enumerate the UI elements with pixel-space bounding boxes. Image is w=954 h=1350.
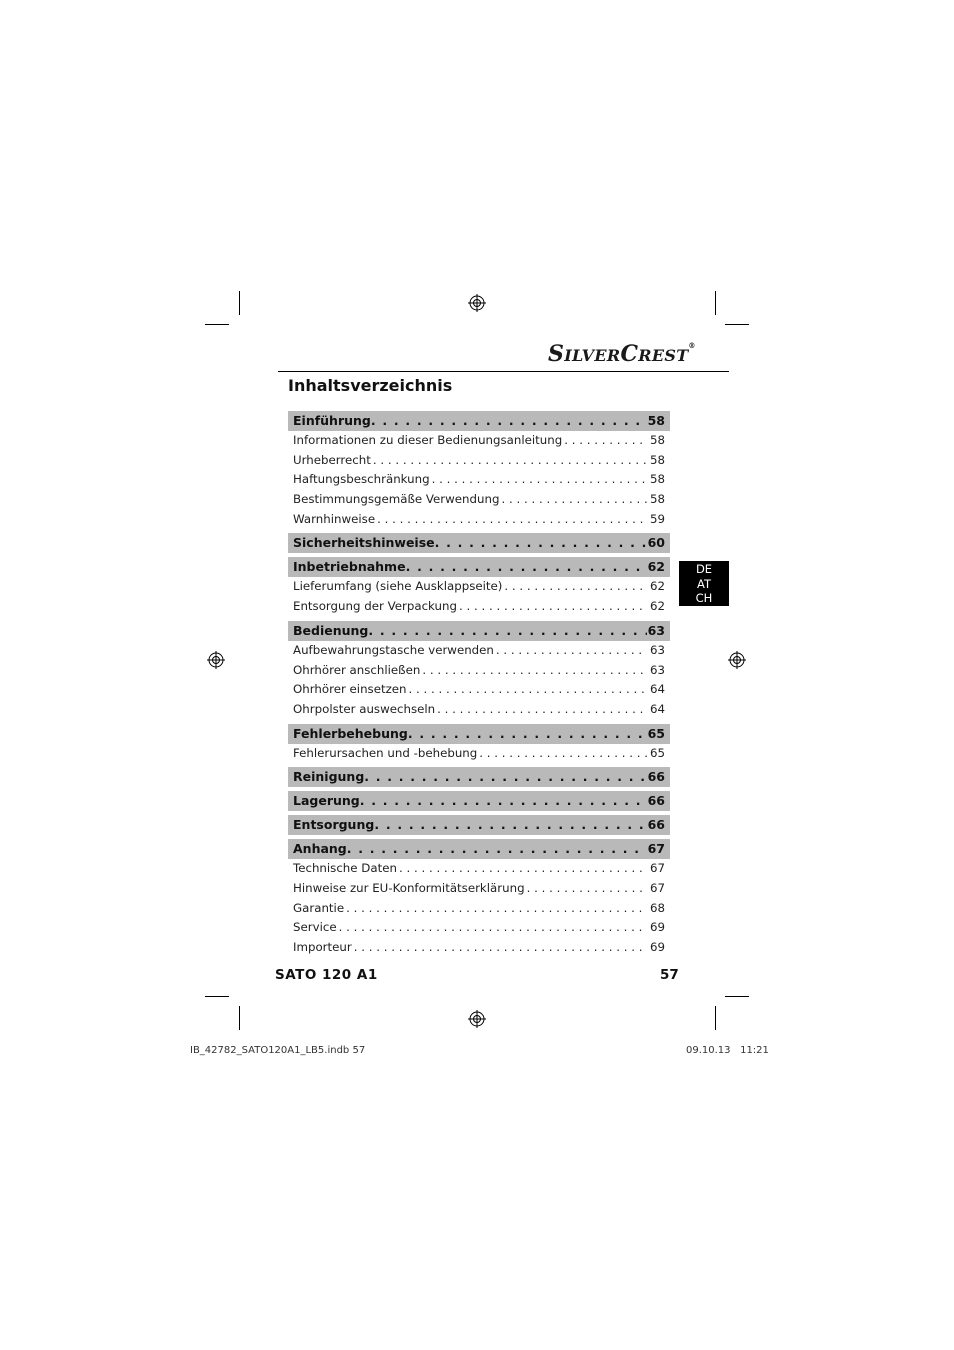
toc-entry-label: Aufbewahrungstasche verwenden: [293, 642, 494, 657]
toc-entry-label: Bedienung: [293, 622, 369, 638]
toc-entry-row: [288, 470, 670, 490]
dot-leader: [406, 557, 647, 577]
toc-entry-label: Anhang: [293, 841, 347, 857]
toc-entry-row: [288, 918, 670, 938]
toc-page-number: 62: [649, 579, 665, 594]
toc-page-number: 63: [647, 622, 665, 638]
dot-leader: [504, 577, 647, 597]
toc-entry-row: [288, 744, 670, 764]
registration-mark-icon: [468, 294, 486, 312]
toc-page-number: 64: [649, 682, 665, 697]
toc-page-number: 58: [649, 452, 665, 467]
dot-leader: [459, 597, 647, 617]
crop-mark: [715, 291, 716, 315]
crop-mark: [239, 1006, 240, 1030]
dot-leader: [371, 411, 647, 431]
toc-page-number: 69: [649, 940, 665, 954]
toc-entry-label: Ohrhörer anschließen: [293, 662, 421, 677]
toc-page-number: 64: [649, 701, 665, 716]
toc-entry-label: Lagerung: [293, 793, 360, 809]
toc-entry-label: Urheberrecht: [293, 452, 371, 467]
toc-page-number: 67: [649, 861, 665, 876]
toc-page-number: 67: [647, 841, 665, 857]
toc-section-row: [288, 411, 670, 431]
toc-page-number: 58: [649, 433, 665, 447]
toc-section-row: [288, 791, 670, 811]
toc-entry-row: [288, 938, 670, 958]
toc-entry-row: [288, 680, 670, 700]
dot-leader: [399, 859, 647, 879]
toc-page-number: 68: [649, 900, 665, 915]
toc-entry-label: Informationen zu dieser Bedienungsanleitung: [293, 433, 563, 447]
toc-entry-row: [288, 661, 670, 681]
header-rule: [278, 371, 729, 372]
dot-leader: [364, 767, 646, 787]
toc-entry-row: [288, 577, 670, 597]
toc-entry-label: Service: [293, 920, 337, 935]
toc-entry-label: Importeur: [293, 940, 352, 954]
dot-leader: [368, 621, 646, 641]
dot-leader: [360, 791, 647, 811]
toc-section-row: [288, 724, 670, 744]
toc-page-number: 60: [647, 535, 665, 551]
print-slug-file: IB_42782_SATO120A1_LB5.indb 57: [190, 1045, 366, 1056]
toc-entry-row: [288, 451, 670, 471]
dot-leader: [432, 470, 647, 490]
table-of-contents: [288, 407, 670, 958]
toc-entry-label: Lieferumfang (siehe Ausklappseite): [293, 579, 503, 594]
toc-page-number: 66: [647, 793, 665, 809]
toc-entry-row: [288, 510, 670, 530]
dot-leader: [339, 918, 647, 938]
footer-model: SATO 120 A1: [275, 967, 378, 983]
toc-page-number: 67: [649, 880, 665, 895]
crop-mark: [715, 1006, 716, 1030]
toc-page-number: 59: [649, 511, 665, 526]
toc-entry-label: Inbetriebnahme: [293, 559, 406, 575]
registration-mark-icon: [207, 651, 225, 669]
dot-leader: [377, 510, 647, 530]
dot-leader: [479, 744, 647, 764]
toc-entry-label: Technische Daten: [293, 861, 397, 876]
dot-leader: [409, 680, 647, 700]
dot-leader: [347, 839, 647, 859]
crop-mark: [725, 324, 749, 325]
toc-entry-label: Fehlerursachen und -behebung: [293, 745, 478, 760]
toc-entry-label: Entsorgung der Verpackung: [293, 599, 457, 614]
toc-entry-label: Reinigung: [293, 769, 365, 785]
toc-section-row: [288, 621, 670, 641]
language-code: AT: [697, 576, 711, 591]
toc-page-number: 66: [647, 817, 665, 833]
print-slug-date: 09.10.13 11:21: [686, 1045, 769, 1056]
language-code: CH: [695, 591, 713, 605]
dot-leader: [564, 431, 647, 451]
toc-entry-label: Warnhinweise: [293, 511, 376, 526]
dot-leader: [501, 490, 647, 510]
toc-entry-row: [288, 597, 670, 617]
toc-section-row: [288, 557, 670, 577]
dot-leader: [408, 724, 647, 744]
toc-page-number: 65: [647, 725, 665, 741]
toc-entry-label: Garantie: [293, 900, 345, 915]
toc-page-number: 69: [649, 920, 665, 935]
footer-page-number: 57: [660, 967, 679, 983]
dot-leader: [437, 700, 647, 720]
toc-page-number: 63: [649, 642, 665, 657]
toc-page-number: 58: [649, 472, 665, 487]
toc-entry-label: Einführung: [293, 413, 371, 428]
dot-leader: [496, 641, 647, 661]
toc-entry-label: Hinweise zur EU-Konformitätserklärung: [293, 880, 525, 895]
registration-mark-icon: [728, 651, 746, 669]
toc-section-row: [288, 767, 670, 787]
toc-entry-label: Fehlerbehebung: [293, 725, 408, 741]
toc-section-row: [288, 533, 670, 553]
toc-page-number: 62: [649, 599, 665, 614]
toc-section-row: [288, 815, 670, 835]
language-code: DE: [695, 562, 713, 576]
toc-section-row: [288, 839, 670, 859]
dot-leader: [373, 451, 647, 471]
toc-page-number: 63: [649, 662, 665, 677]
toc-page-number: 58: [649, 492, 665, 507]
toc-entry-label: Entsorgung: [293, 817, 375, 833]
toc-page-number: 65: [649, 745, 665, 760]
registration-mark-icon: [468, 1010, 486, 1028]
toc-page-number: 62: [647, 559, 665, 575]
toc-entry-row: [288, 899, 670, 919]
toc-entry-row: [288, 641, 670, 661]
dot-leader: [422, 661, 647, 681]
toc-entry-label: Sicherheitshinweise: [293, 535, 435, 551]
dot-leader: [374, 815, 646, 835]
toc-entry-row: [288, 700, 670, 720]
language-tab: [679, 561, 729, 606]
toc-page-number: 66: [647, 769, 665, 785]
page-title: Inhaltsverzeichnis: [288, 376, 453, 395]
toc-entry-row: [288, 431, 670, 451]
crop-mark: [239, 291, 240, 315]
dot-leader: [435, 533, 647, 553]
toc-entry-label: Ohrhörer einsetzen: [293, 682, 407, 697]
toc-entry-row: [288, 879, 670, 899]
dot-leader: [354, 938, 647, 958]
crop-mark: [205, 996, 229, 997]
dot-leader: [346, 899, 647, 919]
toc-entry-row: [288, 490, 670, 510]
toc-entry-label: Ohrpolster auswechseln: [293, 701, 436, 716]
toc-entry-label: Haftungsbeschränkung: [293, 472, 430, 487]
dot-leader: [527, 879, 647, 899]
toc-entry-row: [288, 859, 670, 879]
crop-mark: [725, 996, 749, 997]
crop-mark: [205, 324, 229, 325]
toc-page-number: 58: [647, 413, 665, 428]
brand-logo: SILVERCREST®: [548, 341, 696, 367]
toc-entry-label: Bestimmungsgemäße Verwendung: [293, 492, 500, 507]
